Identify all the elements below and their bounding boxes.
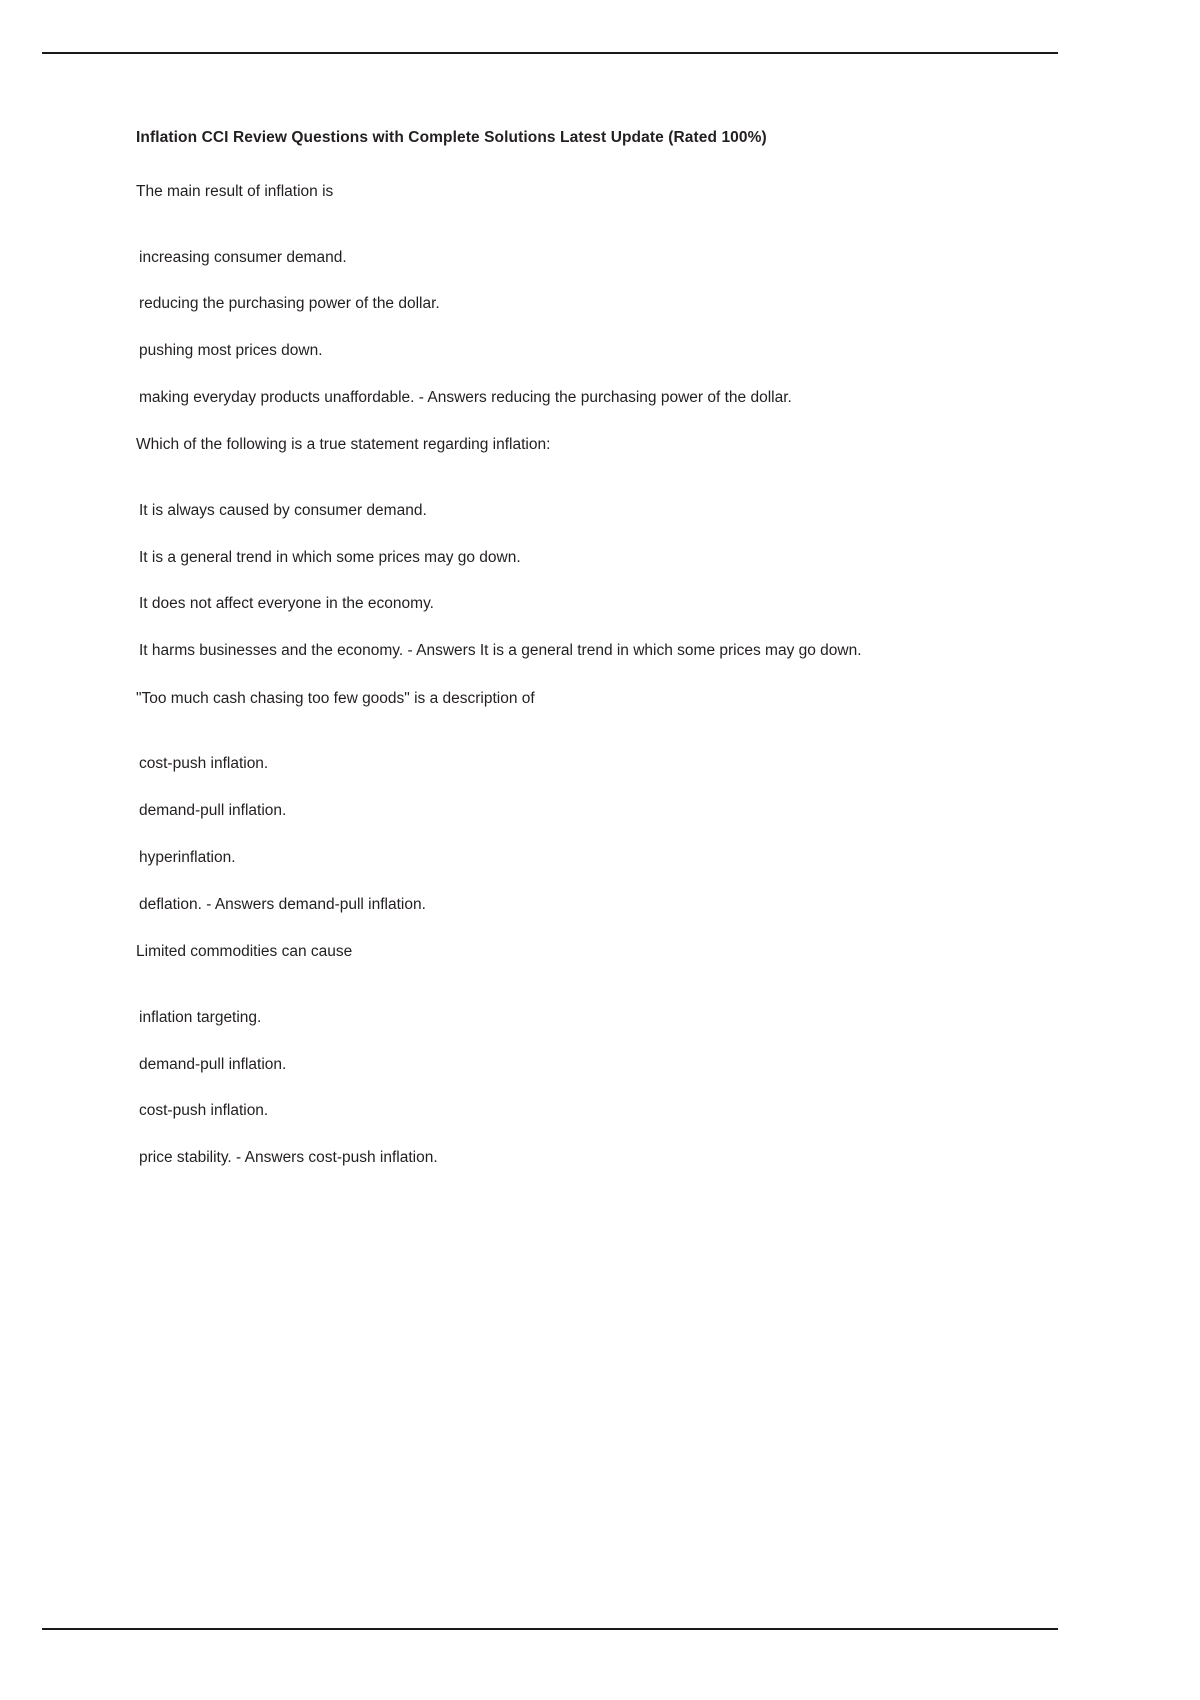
document-body: [136, 128, 1006, 1169]
footer-divider: [42, 1628, 1058, 1630]
choice-item: It does not affect everyone in the economy.: [139, 595, 434, 613]
spacer: [136, 315, 1006, 340]
spacer: [136, 522, 1006, 547]
choice-item-answer: It harms businesses and the economy. - Answers It is a general trend in which some prices may go down.: [139, 642, 862, 660]
spacer: [136, 568, 1006, 593]
header-divider: [42, 52, 1058, 54]
qa-block: [136, 181, 1006, 408]
spacer: [136, 203, 1006, 247]
spacer: [136, 915, 1006, 941]
choice-item: pushing most prices down.: [139, 341, 323, 359]
qa-block: [136, 434, 1006, 661]
question-text: The main result of inflation is: [136, 182, 334, 200]
spacer: [136, 662, 1006, 688]
choice-item-answer: deflation. - Answers demand-pull inflation.: [139, 895, 426, 913]
choice-item: It is always caused by consumer demand.: [139, 502, 427, 520]
choice-item: demand-pull inflation.: [139, 802, 287, 820]
spacer: [136, 709, 1006, 753]
spacer: [136, 822, 1006, 847]
choice-item: hyperinflation.: [139, 848, 236, 866]
choice-item: cost-push inflation.: [139, 1102, 269, 1120]
question-text: Limited commodities can cause: [136, 943, 353, 961]
qa-block: [136, 941, 1006, 1168]
spacer: [136, 775, 1006, 800]
choice-item: inflation targeting.: [139, 1008, 262, 1026]
spacer: [136, 408, 1006, 434]
choice-item: demand-pull inflation.: [139, 1055, 287, 1073]
spacer: [136, 1029, 1006, 1054]
question-text: Which of the following is a true statement regarding inflation:: [136, 436, 551, 454]
spacer: [136, 1122, 1006, 1147]
choice-item-answer: price stability. - Answers cost-push inflation.: [139, 1148, 438, 1166]
spacer: [136, 1075, 1006, 1100]
spacer: [136, 268, 1006, 293]
spacer: [136, 869, 1006, 894]
spacer: [136, 456, 1006, 500]
choice-item: It is a general trend in which some prices may go down.: [139, 548, 521, 566]
choice-item: increasing consumer demand.: [139, 248, 347, 266]
spacer: [136, 615, 1006, 640]
choice-item: cost-push inflation.: [139, 755, 269, 773]
spacer: [136, 362, 1006, 387]
qa-block: [136, 688, 1006, 915]
page-title: Inflation CCI Review Questions with Complete Solutions Latest Update (Rated 100%): [136, 129, 767, 146]
choice-item: reducing the purchasing power of the dollar.: [139, 295, 440, 313]
spacer: [136, 963, 1006, 1007]
choice-item-answer: making everyday products unaffordable. - Answers reducing the purchasing power of the dollar.: [139, 388, 792, 406]
question-text: "Too much cash chasing too few goods" is a description of: [136, 689, 535, 707]
